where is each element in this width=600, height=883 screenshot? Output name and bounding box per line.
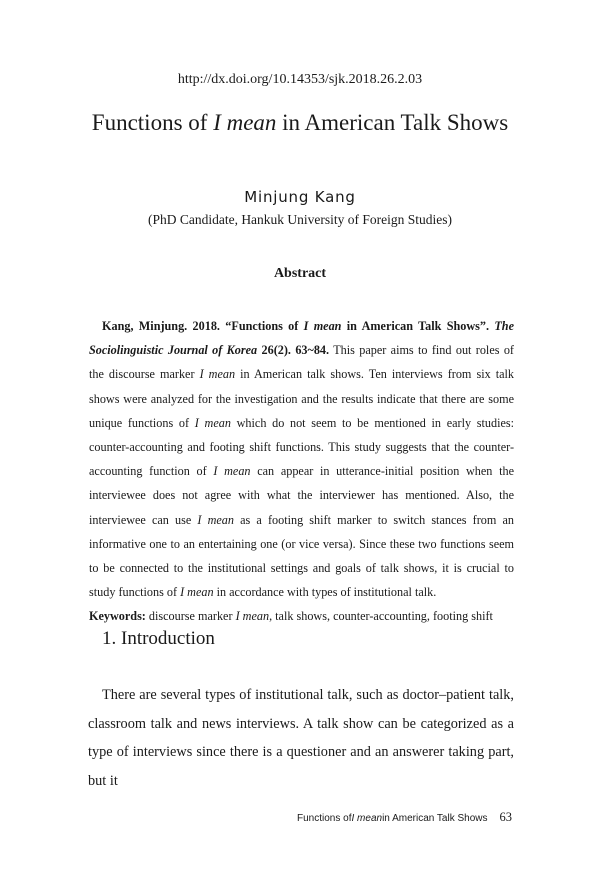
abstract-text-3: which do not seem to be mentioned in early studies: counter-accounting and footing shift functions. This study suggests that the counter-accounting function of xyxy=(89,415,514,479)
introduction-paragraph: There are several types of institutional talk, such as doctor–patient talk, classroom talk and news interviews. A talk show can be categorized as a type of interviews since there is a questioner and an answerer taking part, but it xyxy=(88,687,514,789)
abstract-paragraph xyxy=(89,314,514,604)
citation-part-2: in American Talk Shows”. xyxy=(341,319,495,333)
abstract-italic-3: I mean xyxy=(213,464,251,479)
keywords-label: Keywords: xyxy=(89,609,146,624)
abstract-italic-5: I mean xyxy=(180,585,214,600)
doi-link[interactable]: http://dx.doi.org/10.14353/sjk.2018.26.2.03 xyxy=(177,72,423,87)
keywords-italic: I mean xyxy=(235,609,270,624)
keywords-text-1: discourse marker xyxy=(145,609,236,624)
abstract-italic-1: I mean xyxy=(199,367,236,382)
abstract-text-5: as a footing shift marker to switch stances from an informative one to an entertaining one (or vice versa). Since these two functions seem to be connected to the institutional settings and goals of talk shows, it is crucial to study functions of xyxy=(89,512,514,600)
footer-part-1: Functions of xyxy=(297,813,352,824)
abstract-text-2: in American talk shows. Ten interviews from six talk shows were analyzed for the investigation and the results indicate that there are some unique functions of xyxy=(89,367,514,430)
citation-part-3: 26(2). 63~84. xyxy=(257,343,330,358)
abstract-text-1: This paper aims to find out roles of the discourse marker xyxy=(89,343,514,382)
keywords-line xyxy=(89,604,514,628)
abstract-text-4: can appear in utterance-initial position when the interviewee does not agree with what the interviewer has mentioned. Also, the interviewee can use xyxy=(89,464,514,527)
author-affiliation: (PhD Candidate, Hankuk University of Foreign Studies) xyxy=(147,212,453,227)
citation-italic: I mean xyxy=(303,319,342,333)
footer-italic: I mean xyxy=(351,813,383,824)
abstract-text-6: in accordance with types of institutional talk. xyxy=(213,585,437,600)
abstract-body xyxy=(89,314,514,629)
keywords-text-2: , talk shows, counter-accounting, footing shift xyxy=(269,609,493,624)
abstract-italic-4: I mean xyxy=(197,512,234,527)
page-number: 63 xyxy=(499,810,512,824)
citation-journal: The Sociolinguistic Journal of Korea xyxy=(89,319,514,358)
abstract-heading: Abstract xyxy=(273,266,327,281)
paper-title xyxy=(0,110,600,136)
title-italic: I mean xyxy=(213,110,277,135)
section-heading-introduction: 1. Introduction xyxy=(102,628,215,649)
title-part-1: Functions of xyxy=(91,110,214,135)
abstract-italic-2: I mean xyxy=(194,415,231,430)
footer-part-2: in American Talk Shows xyxy=(382,813,488,824)
title-part-2: in American Talk Shows xyxy=(276,110,509,135)
running-footer xyxy=(297,810,512,825)
author-name: Minjung Kang xyxy=(244,188,356,206)
introduction-body xyxy=(88,681,514,795)
citation-part-1: Kang, Minjung. 2018. “Functions of xyxy=(102,319,304,333)
